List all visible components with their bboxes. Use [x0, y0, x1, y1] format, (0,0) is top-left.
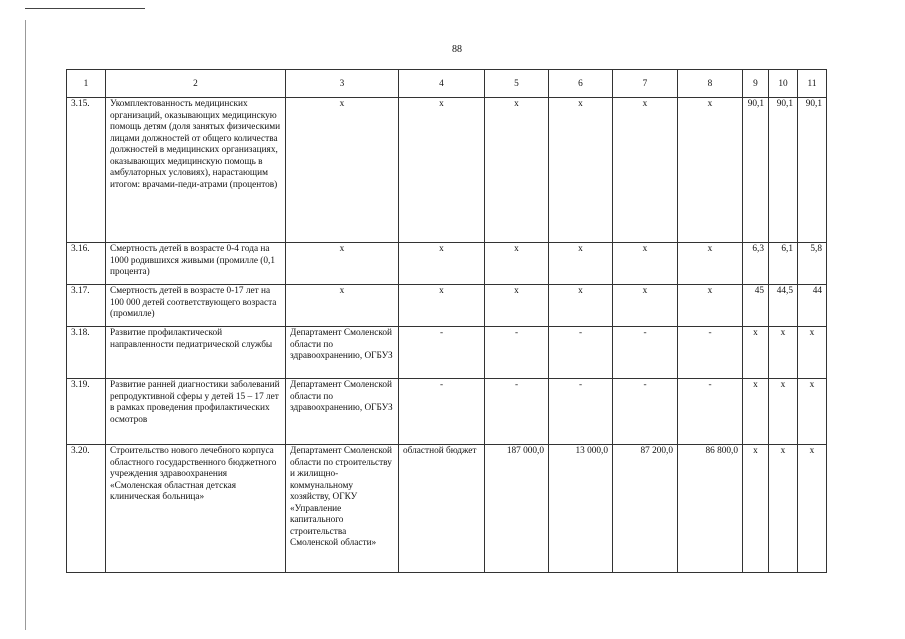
responsible-cell: Департамент Смоленской области по здравоохранению, ОГБУЗ — [286, 379, 399, 445]
indicator-value-cell: x — [769, 379, 798, 445]
value-cell: x — [613, 243, 678, 285]
indicator-value-cell: x — [798, 445, 827, 573]
col-header: 1 — [67, 70, 106, 98]
indicator-name: Развитие ранней диагностики заболеваний репродуктивной сферы у детей 15 – 17 лет в рамках проведения профилактических осмотров — [106, 379, 286, 445]
value-cell: x — [549, 243, 613, 285]
table-row — [67, 379, 827, 445]
value-cell: x — [613, 285, 678, 327]
value-cell: 13 000,0 — [549, 445, 613, 573]
value-cell: x — [613, 98, 678, 243]
table-row — [67, 327, 827, 379]
row-number: 3.17. — [67, 285, 106, 327]
indicator-value-cell: 90,1 — [798, 98, 827, 243]
row-number: 3.15. — [67, 98, 106, 243]
table-row — [67, 98, 827, 243]
indicator-value-cell: 44,5 — [769, 285, 798, 327]
indicator-value-cell: 44 — [798, 285, 827, 327]
value-cell: x — [485, 243, 549, 285]
value-cell: x — [678, 243, 743, 285]
row-number: 3.16. — [67, 243, 106, 285]
col-header: 6 — [549, 70, 613, 98]
col-header: 8 — [678, 70, 743, 98]
value-cell: x — [549, 285, 613, 327]
col-header: 4 — [399, 70, 485, 98]
indicator-value-cell: x — [769, 327, 798, 379]
indicator-value-cell: x — [798, 327, 827, 379]
funding-source-cell: - — [399, 379, 485, 445]
value-cell: - — [613, 379, 678, 445]
indicator-value-cell: 90,1 — [743, 98, 769, 243]
col-header: 11 — [798, 70, 827, 98]
indicator-value-cell: x — [769, 445, 798, 573]
table-row — [67, 243, 827, 285]
indicator-value-cell: x — [743, 379, 769, 445]
value-cell: x — [485, 285, 549, 327]
col-header: 3 — [286, 70, 399, 98]
value-cell: - — [678, 379, 743, 445]
value-cell: - — [485, 327, 549, 379]
program-table — [66, 69, 827, 573]
value-cell: x — [678, 98, 743, 243]
indicator-value-cell: x — [798, 379, 827, 445]
responsible-cell: x — [286, 98, 399, 243]
funding-source-cell: x — [399, 243, 485, 285]
indicator-name: Развитие профилактической направленности педиатрической службы — [106, 327, 286, 379]
funding-source-cell: - — [399, 327, 485, 379]
col-header: 2 — [106, 70, 286, 98]
table-row — [67, 445, 827, 573]
value-cell: 87 200,0 — [613, 445, 678, 573]
indicator-value-cell: 45 — [743, 285, 769, 327]
value-cell: x — [549, 98, 613, 243]
value-cell: x — [485, 98, 549, 243]
col-header: 10 — [769, 70, 798, 98]
indicator-value-cell: x — [743, 327, 769, 379]
top-rule — [25, 8, 145, 9]
binding-margin-line — [25, 20, 26, 630]
header-row — [67, 70, 827, 98]
indicator-value-cell: x — [743, 445, 769, 573]
value-cell: - — [549, 327, 613, 379]
table-row — [67, 285, 827, 327]
indicator-name: Смертность детей в возрасте 0-4 года на 1000 родившихся живыми (промилле (0,1 процента) — [106, 243, 286, 285]
col-header: 7 — [613, 70, 678, 98]
col-header: 9 — [743, 70, 769, 98]
value-cell: - — [678, 327, 743, 379]
indicator-name: Строительство нового лечебного корпуса областного государственного бюджетного учреждения здравоохранения «Смоленская областная детская клиническая больница» — [106, 445, 286, 573]
indicator-value-cell: 6,1 — [769, 243, 798, 285]
funding-source-cell: областной бюджет — [399, 445, 485, 573]
value-cell: - — [549, 379, 613, 445]
funding-source-cell: x — [399, 285, 485, 327]
responsible-cell: x — [286, 243, 399, 285]
indicator-name: Укомплектованность медицинских организаций, оказывающих медицинскую помощь детям (доля занятых физическими лицами должностей от общего количества должностей в медицинских организациях, оказывающих медицинскую помощь в амбулаторных условиях), нарастающим итогом: врачами-педи-атрами (процентов) — [106, 98, 286, 243]
value-cell: - — [485, 379, 549, 445]
indicator-value-cell: 5,8 — [798, 243, 827, 285]
col-header: 5 — [485, 70, 549, 98]
indicator-name: Смертность детей в возрасте 0-17 лет на 100 000 детей соответствующего возраста (промилле) — [106, 285, 286, 327]
value-cell: 86 800,0 — [678, 445, 743, 573]
value-cell: - — [613, 327, 678, 379]
value-cell: 187 000,0 — [485, 445, 549, 573]
responsible-cell: Департамент Смоленской области по строительству и жилищно-коммунальному хозяйству, ОГКУ «Управление капитального строительства Смоленской области» — [286, 445, 399, 573]
responsible-cell: x — [286, 285, 399, 327]
row-number: 3.19. — [67, 379, 106, 445]
page-number: 88 — [452, 44, 462, 55]
indicator-value-cell: 90,1 — [769, 98, 798, 243]
responsible-cell: Департамент Смоленской области по здравоохранению, ОГБУЗ — [286, 327, 399, 379]
funding-source-cell: x — [399, 98, 485, 243]
indicator-value-cell: 6,3 — [743, 243, 769, 285]
value-cell: x — [678, 285, 743, 327]
row-number: 3.18. — [67, 327, 106, 379]
row-number: 3.20. — [67, 445, 106, 573]
